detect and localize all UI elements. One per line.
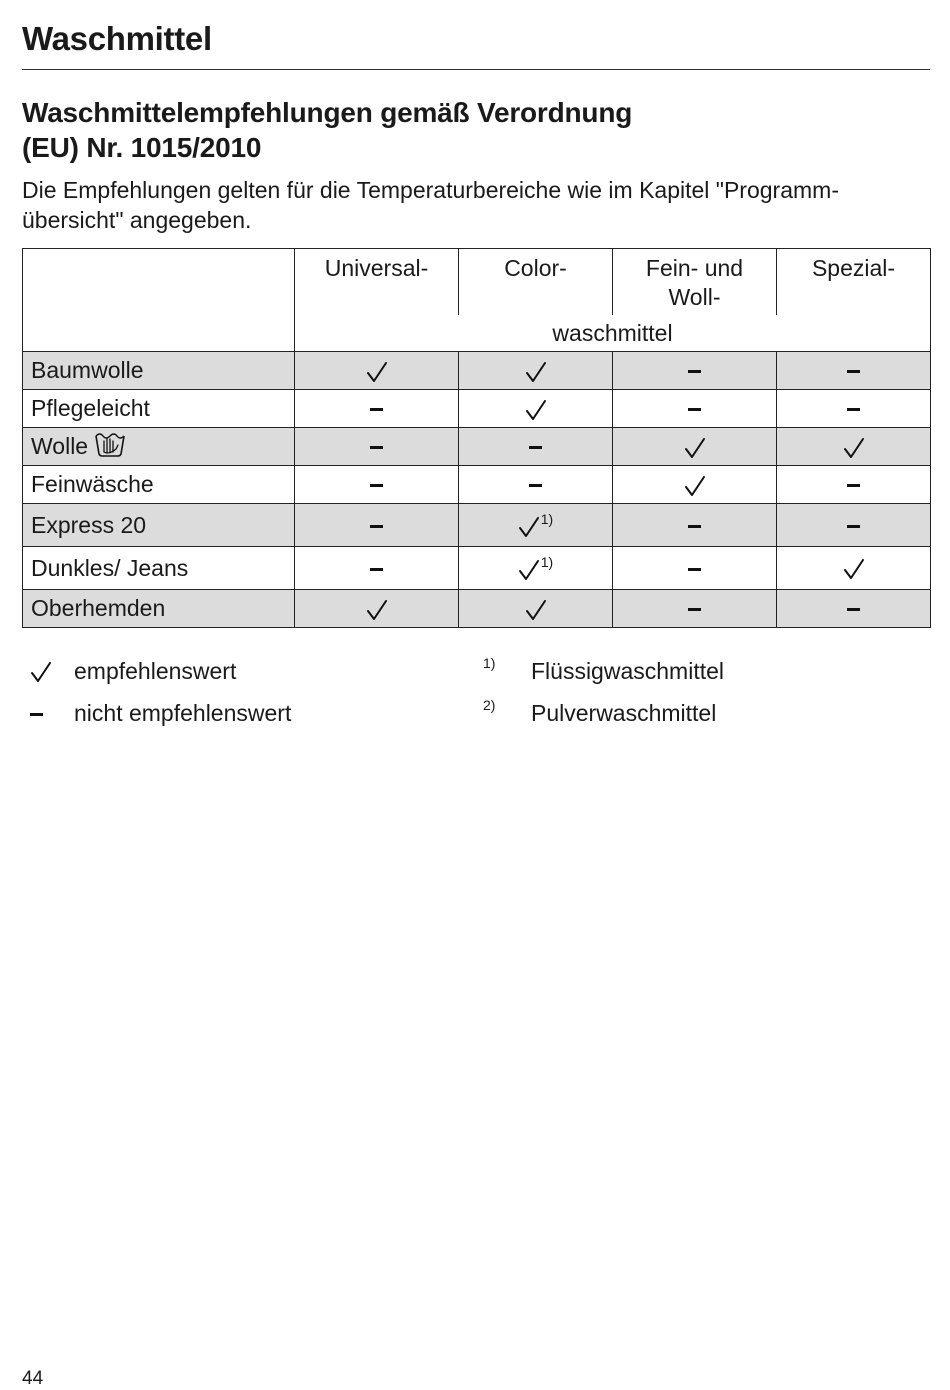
legend-dash-text: nicht empfehlenswert (74, 699, 292, 726)
footnote-1-text: Flüssigwaschmittel (531, 657, 724, 684)
cell-universal (295, 352, 459, 390)
title-divider (22, 69, 930, 70)
table-row (23, 428, 931, 466)
cell-fein-woll (613, 547, 777, 590)
cell-spezial (777, 590, 931, 628)
page-title: Waschmittel (22, 20, 212, 57)
header-empty-cell (23, 249, 295, 352)
row-label: Oberhemden (31, 595, 166, 621)
dash-icon (370, 484, 383, 487)
cell-universal (295, 466, 459, 504)
dash-icon (370, 446, 383, 449)
row-label: Pflegeleicht (31, 395, 150, 421)
footnote-2-row (480, 692, 920, 734)
intro-text (22, 175, 927, 235)
cell-fein-woll (613, 352, 777, 390)
cell-spezial (777, 390, 931, 428)
cell-color (459, 390, 613, 428)
header-suffix: waschmittel (295, 315, 931, 352)
legend-footnotes (480, 650, 920, 734)
dash-icon (847, 408, 860, 411)
row-label-cell (23, 428, 295, 466)
cell-fein-woll (613, 504, 777, 547)
footnote-2-mark: 2) (483, 697, 496, 713)
cell-universal (295, 547, 459, 590)
cell-universal (295, 504, 459, 547)
header-color-line-1: Color- (504, 255, 567, 281)
dash-icon (529, 446, 542, 449)
header-universal (295, 249, 459, 316)
section-heading-line-1: Waschmittelempfehlungen gemäß Verordnung (22, 97, 633, 128)
intro-line-2: übersicht" angegeben. (22, 207, 252, 233)
section-heading-line-2: (EU) Nr. 1015/2010 (22, 132, 262, 163)
dash-icon (688, 568, 701, 571)
cell-universal (295, 428, 459, 466)
check-icon (525, 395, 547, 421)
cell-color (459, 590, 613, 628)
cell-fein-woll (613, 390, 777, 428)
cell-color (459, 352, 613, 390)
cell-spezial (777, 428, 931, 466)
recommendation-table (22, 248, 931, 628)
dash-icon (529, 484, 542, 487)
row-label-cell (23, 590, 295, 628)
row-label-cell (23, 390, 295, 428)
row-label: Feinwäsche (31, 471, 154, 497)
footnote-marker: 1) (540, 554, 554, 571)
cell-fein-woll (613, 428, 777, 466)
cell-universal (295, 390, 459, 428)
check-icon (843, 433, 865, 459)
legend-check-text: empfehlenswert (74, 657, 237, 684)
table-row (23, 547, 931, 590)
dash-icon (370, 525, 383, 528)
check-icon (366, 357, 388, 383)
dash-icon (370, 408, 383, 411)
dash-icon (847, 484, 860, 487)
check-icon (366, 595, 388, 621)
cell-spezial (777, 504, 931, 547)
check-icon (684, 471, 706, 497)
check-icon (684, 433, 706, 459)
legend-dash-row (22, 692, 442, 734)
footnote-1-mark: 1) (483, 655, 496, 671)
table-header-row (23, 249, 931, 316)
row-label-cell (23, 466, 295, 504)
footnote-2-text: Pulverwaschmittel (531, 699, 717, 726)
dash-icon (370, 568, 383, 571)
table-row (23, 466, 931, 504)
header-spezial (777, 249, 931, 316)
cell-fein-woll (613, 590, 777, 628)
check-icon (22, 658, 74, 685)
dash-icon (847, 525, 860, 528)
cell-spezial (777, 466, 931, 504)
check-icon (525, 595, 547, 621)
dash-icon (688, 370, 701, 373)
cell-color (459, 504, 613, 547)
cell-universal (295, 590, 459, 628)
section-heading (22, 95, 922, 165)
table-row (23, 390, 931, 428)
row-label: Wolle (31, 432, 89, 459)
dash-icon (688, 608, 701, 611)
row-label-cell (23, 547, 295, 590)
dash-icon (688, 408, 701, 411)
dash-icon (688, 525, 701, 528)
legend-symbols (22, 650, 442, 734)
header-fein-woll-line-1: Fein- und (645, 255, 744, 281)
table-row (23, 590, 931, 628)
handwash-icon (94, 430, 126, 464)
header-spezial-line-1: Spezial- (811, 255, 896, 281)
header-universal-line-1: Universal- (324, 255, 429, 281)
cell-color (459, 466, 613, 504)
row-label: Express 20 (31, 511, 147, 538)
check-icon (525, 357, 547, 383)
dash-icon (847, 370, 860, 373)
table-body (23, 352, 931, 628)
table-row (23, 352, 931, 390)
cell-spezial (777, 352, 931, 390)
header-color (459, 249, 613, 316)
check-icon (843, 555, 865, 581)
table-row (23, 504, 931, 547)
footnote-1-row (480, 650, 920, 692)
dash-icon (22, 700, 74, 727)
row-label: Baumwolle (31, 357, 144, 383)
row-label: Dunkles/ Jeans (31, 554, 189, 581)
intro-line-1: Die Empfehlungen gelten für die Temperaturbereiche wie im Kapitel "Programm- (22, 177, 839, 203)
cell-spezial (777, 547, 931, 590)
page-number: 44 (22, 1368, 44, 1389)
header-fein-woll (613, 249, 777, 316)
header-fein-woll-line-2: Woll- (668, 284, 721, 310)
row-label-cell (23, 352, 295, 390)
check-icon (518, 512, 540, 538)
cell-color (459, 428, 613, 466)
legend-check-row (22, 650, 442, 692)
cell-color (459, 547, 613, 590)
cell-fein-woll (613, 466, 777, 504)
footnote-marker: 1) (540, 511, 554, 528)
check-icon (518, 555, 540, 581)
dash-icon (847, 608, 860, 611)
row-label-cell (23, 504, 295, 547)
